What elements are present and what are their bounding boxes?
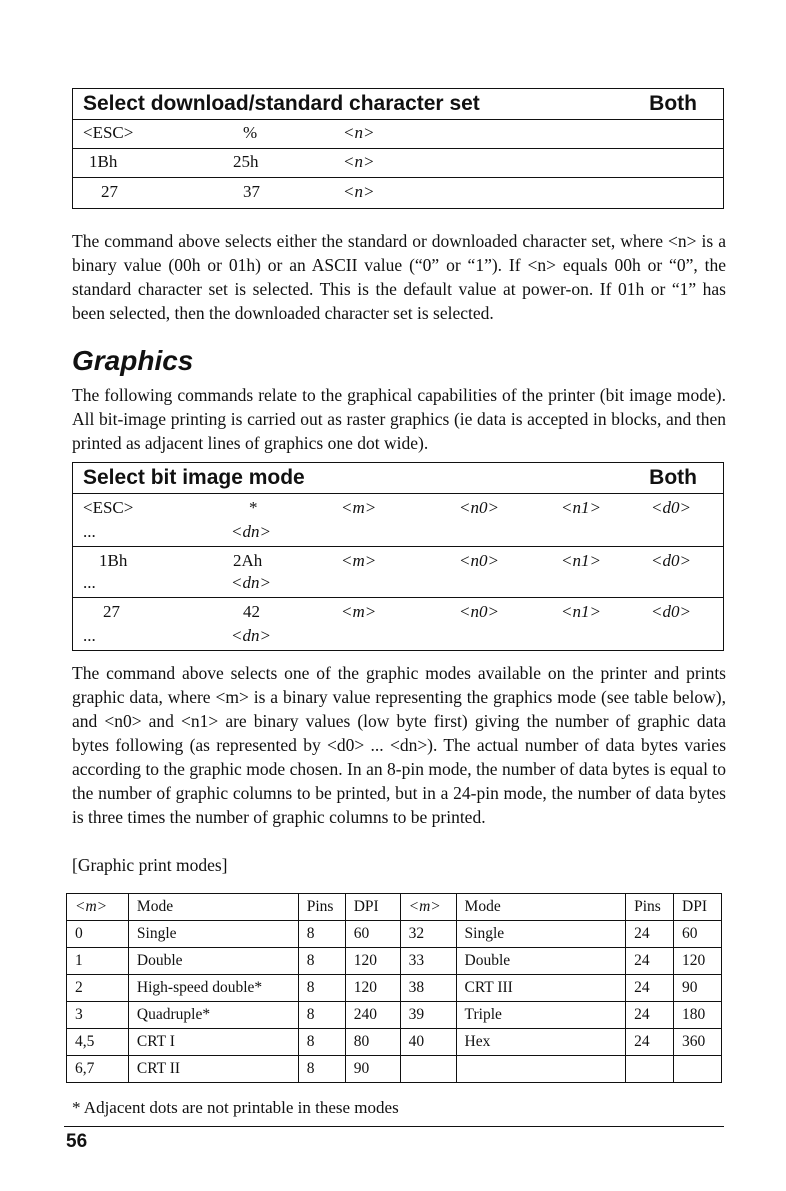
bit-image-row-esc-c4: <n0> xyxy=(459,498,499,517)
footer-divider xyxy=(64,1126,724,1127)
table-cell-m1: 4,5 xyxy=(67,1029,129,1056)
bit-image-row-hex-c4: <n0> xyxy=(459,551,499,570)
bit-image-row-dec-c5: <n1> xyxy=(561,602,601,621)
page-number: 56 xyxy=(66,1131,88,1152)
bit-image-row-esc-cont2: <dn> xyxy=(231,522,271,541)
charset-command-scope: Both xyxy=(649,92,697,115)
bit-image-row-esc xyxy=(73,494,723,547)
table-cell-dpi1: 90 xyxy=(345,1056,400,1083)
table-cell-dpi1: 240 xyxy=(345,1002,400,1029)
charset-row-esc xyxy=(73,120,723,149)
bit-image-row-dec-c3: <m> xyxy=(341,602,377,621)
table-cell-m2 xyxy=(400,1056,456,1083)
table-cell-dpi2 xyxy=(674,1056,722,1083)
table-cell-pins2: 24 xyxy=(626,1029,674,1056)
table-cell-m1: 6,7 xyxy=(67,1056,129,1083)
bit-image-row-dec-cont2: <dn> xyxy=(231,626,271,645)
table-cell-m1: 2 xyxy=(67,975,129,1002)
bit-image-row-hex-c2: 2Ah xyxy=(233,551,263,570)
header-cell-dpi1: DPI xyxy=(345,894,400,921)
charset-row-dec-c3: <n> xyxy=(343,182,375,201)
table-cell-pins1: 8 xyxy=(298,975,345,1002)
table-cell-pins1: 8 xyxy=(298,1056,345,1083)
charset-command-box xyxy=(72,88,724,209)
bit-image-row-esc-cont1: ... xyxy=(83,522,96,541)
table-cell-pins2: 24 xyxy=(626,975,674,1002)
bit-image-command-title: Select bit image mode xyxy=(83,466,305,489)
charset-row-dec-c2: 37 xyxy=(243,182,260,201)
table-cell-mode2: Hex xyxy=(456,1029,626,1056)
table-row xyxy=(67,921,722,948)
table-cell-dpi2: 60 xyxy=(674,921,722,948)
table-cell-mode1: CRT I xyxy=(128,1029,298,1056)
bit-image-row-hex-c1: 1Bh xyxy=(99,551,128,570)
bit-image-row-hex xyxy=(73,547,723,598)
charset-row-hex-c3: <n> xyxy=(343,152,375,171)
table-cell-mode1: Double xyxy=(128,948,298,975)
table-cell-m2: 33 xyxy=(400,948,456,975)
table-cell-pins1: 8 xyxy=(298,1002,345,1029)
header-cell-mode2: Mode xyxy=(456,894,626,921)
bit-image-row-dec-c6: <d0> xyxy=(651,602,691,621)
table-row xyxy=(67,1029,722,1056)
table-cell-m1: 0 xyxy=(67,921,129,948)
table-row xyxy=(67,948,722,975)
table-row xyxy=(67,1056,722,1083)
table-cell-mode2: Triple xyxy=(456,1002,626,1029)
bit-image-row-dec-cont1: ... xyxy=(83,626,96,645)
table-cell-m1: 1 xyxy=(67,948,129,975)
charset-row-hex-c1: 1Bh xyxy=(89,152,118,171)
header-cell-m1: <m> xyxy=(67,894,129,921)
table-cell-pins2: 24 xyxy=(626,948,674,975)
table-cell-dpi2: 180 xyxy=(674,1002,722,1029)
table-cell-pins1: 8 xyxy=(298,921,345,948)
bit-image-row-hex-c6: <d0> xyxy=(651,551,691,570)
table-cell-m2: 39 xyxy=(400,1002,456,1029)
table-cell-m2: 40 xyxy=(400,1029,456,1056)
table-cell-pins2: 24 xyxy=(626,921,674,948)
footnote: * Adjacent dots are not printable in these modes xyxy=(72,1098,399,1117)
table-cell-mode1: Single xyxy=(128,921,298,948)
table-cell-m2: 38 xyxy=(400,975,456,1002)
graphic-modes-table xyxy=(66,893,722,1083)
charset-row-esc-c3: <n> xyxy=(343,123,375,142)
bit-image-command-title-bar xyxy=(73,463,723,494)
table-cell-mode2 xyxy=(456,1056,626,1083)
graphic-modes-table-body xyxy=(67,894,722,1083)
table-cell-pins1: 8 xyxy=(298,948,345,975)
header-cell-dpi2: DPI xyxy=(674,894,722,921)
charset-row-esc-c2: % xyxy=(243,123,258,142)
bit-image-row-hex-c3: <m> xyxy=(341,551,377,570)
table-header-row xyxy=(67,894,722,921)
table-row xyxy=(67,975,722,1002)
bit-image-row-dec xyxy=(73,598,723,650)
table-cell-pins1: 8 xyxy=(298,1029,345,1056)
bit-image-row-dec-c4: <n0> xyxy=(459,602,499,621)
table-cell-m2: 32 xyxy=(400,921,456,948)
header-cell-pins2: Pins xyxy=(626,894,674,921)
charset-row-hex-c2: 25h xyxy=(233,152,259,171)
charset-command-title: Select download/standard character set xyxy=(83,92,480,115)
table-cell-dpi1: 120 xyxy=(345,975,400,1002)
charset-row-esc-c1: <ESC> xyxy=(83,123,134,142)
bit-image-row-hex-cont2: <dn> xyxy=(231,573,271,592)
modes-caption: [Graphic print modes] xyxy=(72,855,228,875)
graphics-heading: Graphics xyxy=(72,345,194,376)
table-cell-dpi2: 360 xyxy=(674,1029,722,1056)
bit-image-row-esc-c5: <n1> xyxy=(561,498,601,517)
bit-image-row-esc-c1: <ESC> xyxy=(83,498,134,517)
table-cell-dpi1: 120 xyxy=(345,948,400,975)
table-cell-dpi2: 90 xyxy=(674,975,722,1002)
table-cell-mode1: High-speed double* xyxy=(128,975,298,1002)
table-cell-dpi1: 80 xyxy=(345,1029,400,1056)
bit-image-row-hex-c5: <n1> xyxy=(561,551,601,570)
bit-image-row-dec-c2: 42 xyxy=(243,602,260,621)
bit-image-row-esc-c6: <d0> xyxy=(651,498,691,517)
charset-row-hex xyxy=(73,149,723,178)
graphics-intro: The following commands relate to the graphical capabilities of the printer (bit image mode). All bit-image printing is carried out as raster graphics (ie data is accepted in blocks, and then printed as adjacent lines of graphics one dot wide). xyxy=(72,385,726,453)
header-cell-pins1: Pins xyxy=(298,894,345,921)
bit-image-command-box xyxy=(72,462,724,651)
table-cell-mode1: Quadruple* xyxy=(128,1002,298,1029)
table-cell-mode2: CRT III xyxy=(456,975,626,1002)
bit-image-row-esc-c3: <m> xyxy=(341,498,377,517)
bit-image-row-esc-c2: * xyxy=(249,498,258,517)
charset-command-title-bar xyxy=(73,89,723,120)
header-cell-m2: <m> xyxy=(400,894,456,921)
table-cell-pins2: 24 xyxy=(626,1002,674,1029)
bit-image-row-hex-cont1: ... xyxy=(83,573,96,592)
table-cell-dpi1: 60 xyxy=(345,921,400,948)
table-cell-mode2: Double xyxy=(456,948,626,975)
table-cell-m1: 3 xyxy=(67,1002,129,1029)
table-row xyxy=(67,1002,722,1029)
header-cell-mode1: Mode xyxy=(128,894,298,921)
bit-image-paragraph: The command above selects one of the graphic modes available on the printer and prints graphic data, where <m> is a binary value representing the graphics mode (see table below), and <n0> and <n1> are binary values (low byte first) giving the number of graphic data bytes following (as represented by <d0> ... <dn>). The actual number of data bytes varies according to the graphic mode chosen. In an 8-pin mode, the number of data bytes is equal to the number of graphic columns to be printed, but in a 24-pin mode, the number of data bytes is three times the number of graphic columns to be printed. xyxy=(72,663,726,827)
table-cell-mode1: CRT II xyxy=(128,1056,298,1083)
bit-image-command-scope: Both xyxy=(649,466,697,489)
table-cell-mode2: Single xyxy=(456,921,626,948)
charset-row-dec xyxy=(73,178,723,208)
charset-paragraph: The command above selects either the standard or downloaded character set, where <n> is a binary value (00h or 01h) or an ASCII value (“0” or “1”). If <n> equals 00h or “0”, the standard character set is selected. This is the default value at power-on. If 01h or “1” has been selected, then the downloaded character set is selected. xyxy=(72,231,726,323)
bit-image-row-dec-c1: 27 xyxy=(103,602,120,621)
table-cell-dpi2: 120 xyxy=(674,948,722,975)
charset-row-dec-c1: 27 xyxy=(101,182,118,201)
table-cell-pins2 xyxy=(626,1056,674,1083)
